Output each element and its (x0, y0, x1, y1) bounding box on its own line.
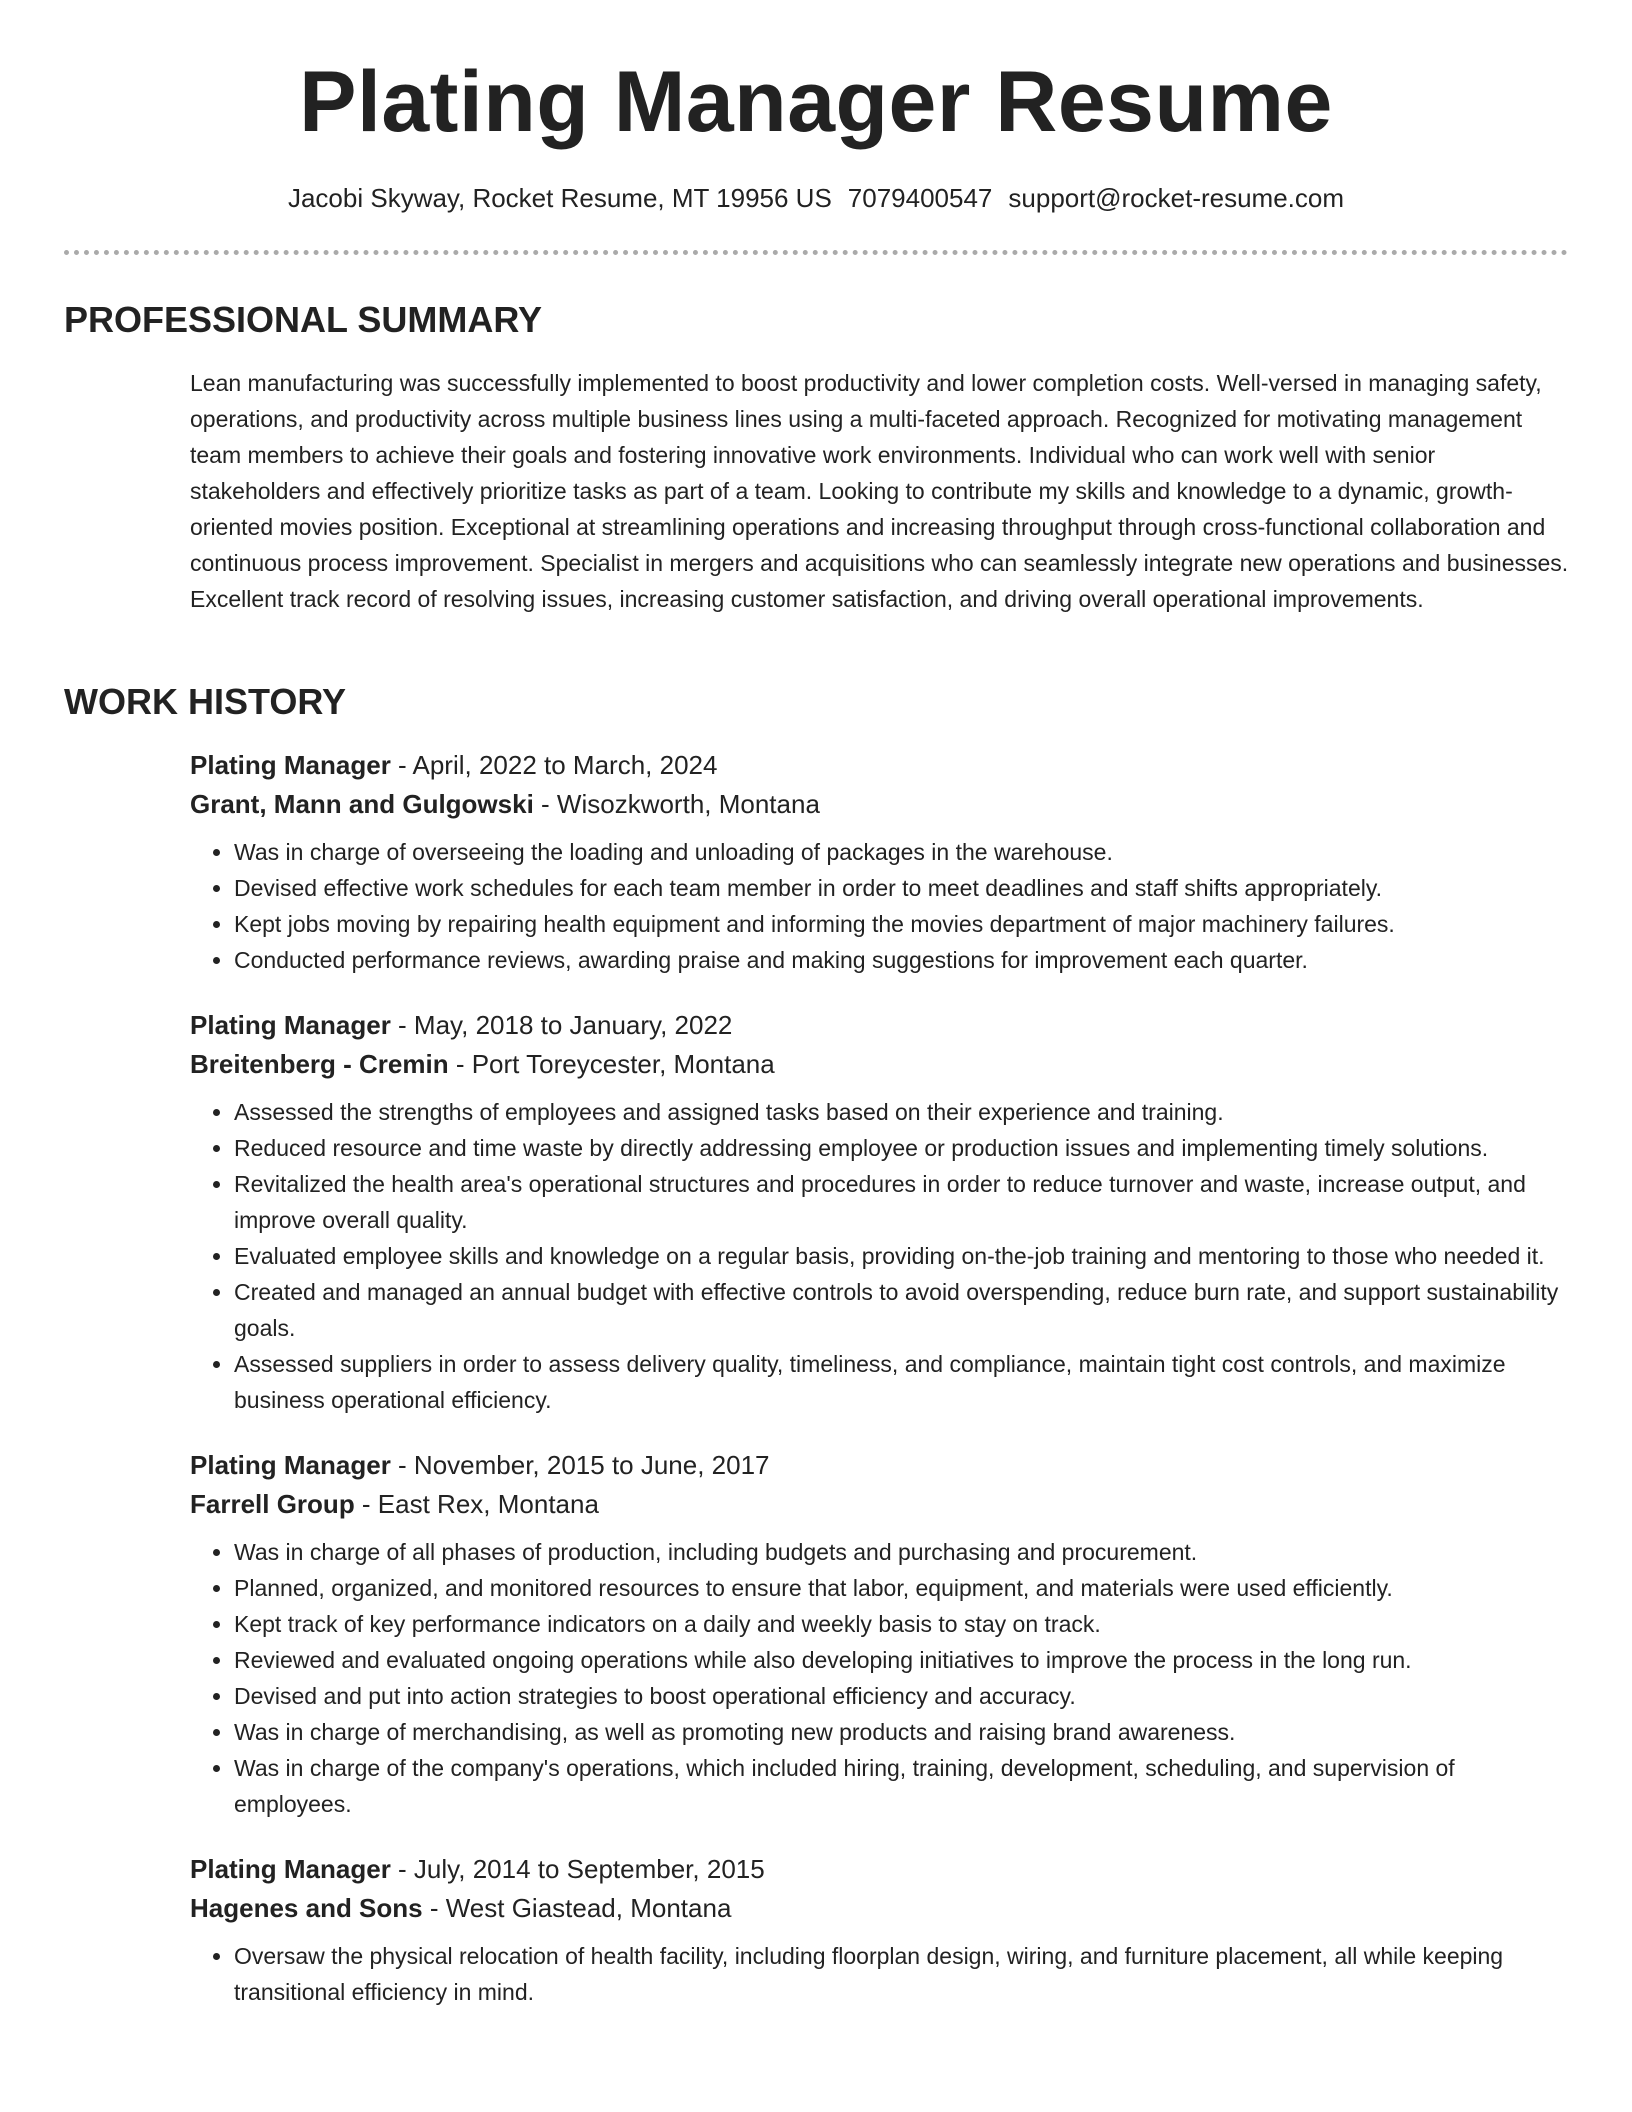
duty-item: • Reduced resource and time waste by directly addressing employee or production issues and implementing timely solutions. (234, 1130, 1570, 1166)
duty-item: • Reviewed and evaluated ongoing operations while also developing initiatives to improve the process in the long run. (234, 1642, 1570, 1678)
duty-list (190, 1938, 1570, 2010)
duty-item: • Created and managed an annual budget with effective controls to avoid overspending, reduce burn rate, and support sustainability goals. (234, 1274, 1570, 1346)
duty-list (190, 834, 1570, 978)
summary-text: Lean manufacturing was successfully implemented to boost productivity and lower completion costs. Well-versed in managing safety, operations, and productivity across multiple business lines using a multi-faceted approach. Recognized for motivating management team members to achieve their goals and fostering innovative work environments. Individual who can work well with senior stakeholders and effectively prioritize tasks as part of a team. Looking to contribute my skills and knowledge to a dynamic, growth-oriented movies position. Exceptional at streamlining operations and increasing throughput through cross-functional collaboration and continuous process improvement. Specialist in mergers and acquisitions who can seamlessly integrate new operations and businesses. Excellent track record of resolving issues, increasing customer satisfaction, and driving overall operational improvements. (190, 370, 1569, 612)
contact-line (0, 180, 1632, 216)
summary-heading: PROFESSIONAL SUMMARY (64, 299, 543, 340)
job-dates: - May, 2018 to January, 2022 (390, 1010, 733, 1040)
duty-item: • Devised and put into action strategies to boost operational efficiency and accuracy. (234, 1678, 1570, 1714)
job-title: Plating Manager (190, 750, 391, 780)
duty-list (190, 1534, 1570, 1822)
job-location: - East Rex, Montana (354, 1489, 599, 1519)
job-company-line (190, 1045, 1570, 1084)
job-location: - Port Toreycester, Montana (448, 1049, 775, 1079)
duty-item: • Evaluated employee skills and knowledge on a regular basis, providing on-the-job training and mentoring to those who needed it. (234, 1238, 1570, 1274)
job-company: Hagenes and Sons (190, 1893, 423, 1923)
job-title-line (190, 746, 1570, 785)
job-title: Plating Manager (190, 1010, 391, 1040)
duty-item: • Oversaw the physical relocation of health facility, including floorplan design, wiring, and furniture placement, all while keeping transitional efficiency in mind. (234, 1938, 1570, 2010)
job-entry (190, 746, 1570, 978)
duty-item: • Devised effective work schedules for each team member in order to meet deadlines and staff shifts appropriately. (234, 870, 1570, 906)
job-company: Farrell Group (190, 1489, 355, 1519)
job-entry (190, 1446, 1570, 1822)
duty-list (190, 1094, 1570, 1418)
job-title: Plating Manager (190, 1450, 391, 1480)
job-company: Breitenberg - Cremin (190, 1049, 449, 1079)
job-dates: - November, 2015 to June, 2017 (390, 1450, 770, 1480)
job-entry (190, 1006, 1570, 1418)
job-dates: - July, 2014 to September, 2015 (390, 1854, 765, 1884)
header-divider (64, 250, 1568, 255)
duty-item: • Kept track of key performance indicators on a daily and weekly basis to stay on track. (234, 1606, 1570, 1642)
duty-item: • Was in charge of merchandising, as well as promoting new products and raising brand awareness. (234, 1714, 1570, 1750)
job-title: Plating Manager (190, 1854, 391, 1884)
work-history-heading: WORK HISTORY (64, 681, 347, 722)
duty-item: • Kept jobs moving by repairing health equipment and informing the movies department of major machinery failures. (234, 906, 1570, 942)
job-title-line (190, 1446, 1570, 1485)
duty-item: • Was in charge of the company's operations, which included hiring, training, development, scheduling, and supervision of employees. (234, 1750, 1570, 1822)
page-title: Plating Manager Resume (299, 54, 1333, 150)
phone-text: 7079400547 (847, 183, 993, 213)
job-company-line (190, 1485, 1570, 1524)
duty-item: • Was in charge of overseeing the loading and unloading of packages in the warehouse. (234, 834, 1570, 870)
duty-item: • Revitalized the health area's operational structures and procedures in order to reduce turnover and waste, increase output, and improve overall quality. (234, 1166, 1570, 1238)
job-company: Grant, Mann and Gulgowski (190, 789, 534, 819)
work-history-list (190, 746, 1570, 2038)
job-location: - West Giastead, Montana (422, 1893, 732, 1923)
job-title-line (190, 1006, 1570, 1045)
address-text: Jacobi Skyway, Rocket Resume, MT 19956 US (287, 183, 832, 213)
duty-item: • Assessed the strengths of employees and assigned tasks based on their experience and training. (234, 1094, 1570, 1130)
job-dates: - April, 2022 to March, 2024 (390, 750, 718, 780)
job-company-line (190, 785, 1570, 824)
duty-item: • Conducted performance reviews, awarding praise and making suggestions for improvement each quarter. (234, 942, 1570, 978)
email-text: support@rocket-resume.com (1008, 183, 1345, 213)
duty-item: • Assessed suppliers in order to assess delivery quality, timeliness, and compliance, maintain tight cost controls, and maximize business operational efficiency. (234, 1346, 1570, 1418)
duty-item: • Was in charge of all phases of production, including budgets and purchasing and procurement. (234, 1534, 1570, 1570)
job-location: - Wisozkworth, Montana (533, 789, 820, 819)
job-company-line (190, 1889, 1570, 1928)
duty-item: • Planned, organized, and monitored resources to ensure that labor, equipment, and materials were used efficiently. (234, 1570, 1570, 1606)
job-title-line (190, 1850, 1570, 1889)
job-entry (190, 1850, 1570, 2010)
